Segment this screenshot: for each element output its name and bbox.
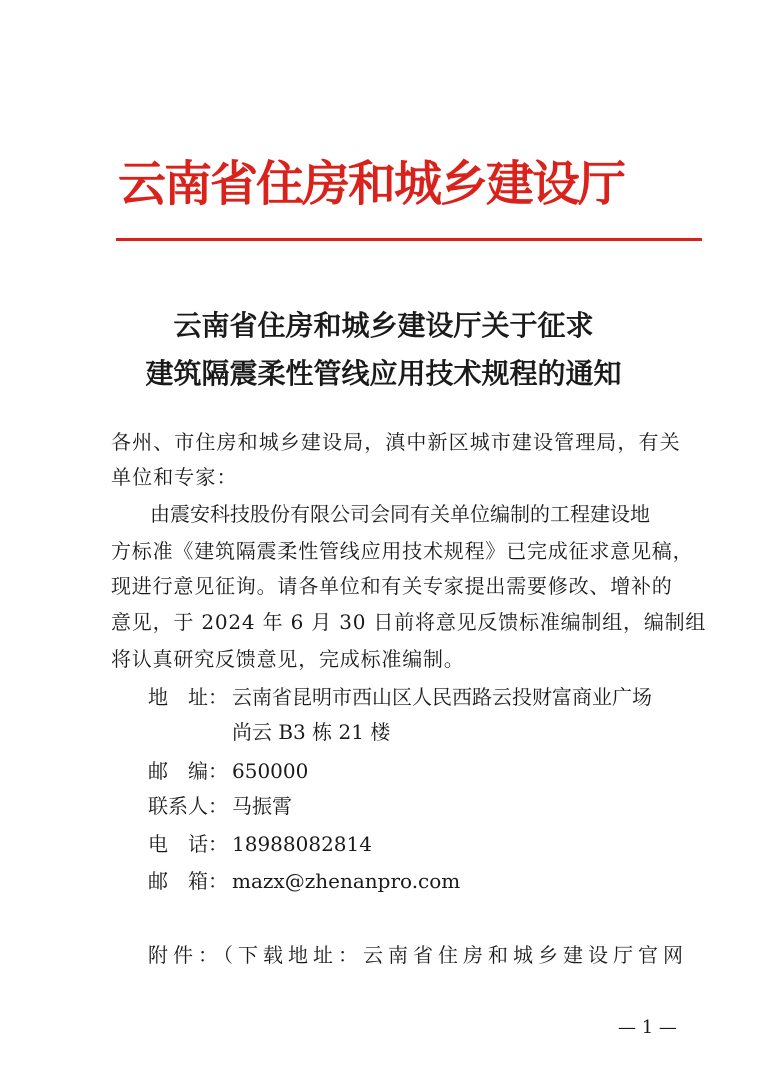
phone-value: 18988082814 — [232, 832, 372, 856]
phone-label: 电 话： — [148, 832, 228, 856]
body-paragraph-line: 方标准《建筑隔震柔性管线应用技术规程》已完成征求意见稿， — [111, 539, 694, 563]
body-paragraph-line: 将认真研究反馈意见，完成标准编制。 — [111, 647, 465, 671]
postcode-value: 650000 — [232, 759, 309, 783]
contact-person-value: 马振霄 — [232, 794, 292, 818]
email-label: 邮 箱： — [148, 869, 228, 893]
address-value-line-2: 尚云 B3 栋 21 楼 — [232, 720, 391, 744]
recipient-line-1: 各州、市住房和城乡建设局，滇中新区城市建设管理局，有关 — [111, 430, 681, 454]
document-title-line-1: 云南省住房和城乡建设厅关于征求 — [173, 309, 594, 342]
contact-person-label: 联系人： — [148, 794, 228, 818]
red-header-rule — [116, 238, 702, 241]
document-title-line-2: 建筑隔震柔性管线应用技术规程的通知 — [145, 357, 622, 390]
page-number: — 1 — — [618, 1017, 677, 1038]
body-paragraph-line: 由震安科技股份有限公司会同有关单位编制的工程建设地 — [150, 502, 650, 526]
attachment-line: 附件：（下载地址：云南省住房和城乡建设厅官网 — [148, 943, 688, 967]
address-label: 地 址： — [148, 685, 228, 709]
body-paragraph-line: 现进行意见征询。请各单位和有关专家提出需要修改、增补的 — [111, 574, 673, 598]
issuing-authority-header: 云南省住房和城乡建设厅 — [118, 156, 625, 212]
address-value-line-1: 云南省昆明市西山区人民西路云投财富商业广场 — [232, 685, 652, 709]
body-paragraph-line: 意见，于 2024 年 6 月 30 日前将意见反馈标准编制组，编制组 — [111, 610, 707, 634]
email-value: mazx@zhenanpro.com — [232, 869, 461, 893]
recipient-line-2: 单位和专家： — [111, 465, 238, 489]
postcode-label: 邮 编： — [148, 759, 228, 783]
